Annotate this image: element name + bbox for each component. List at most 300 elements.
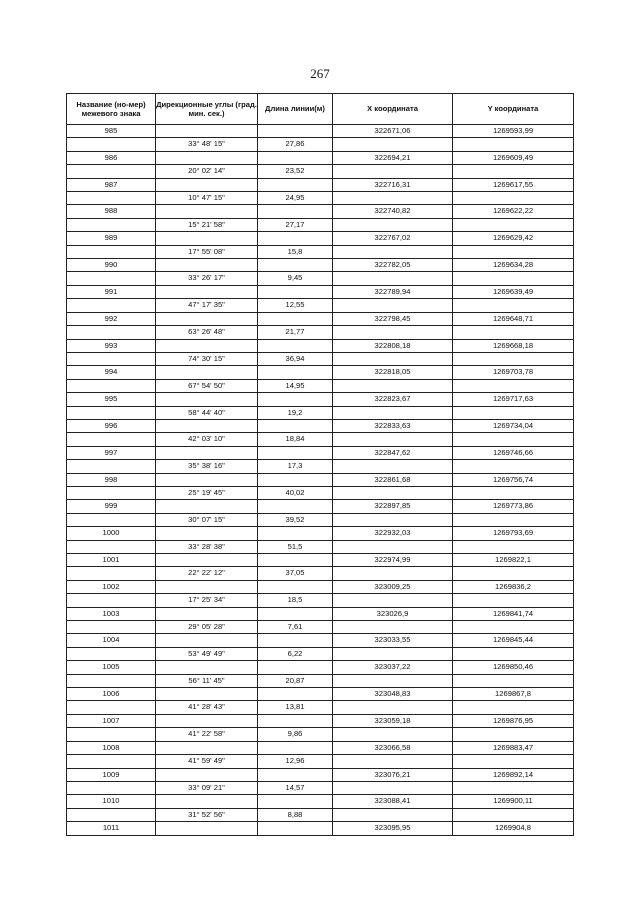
directional-angle: 22° 22' 12" — [156, 567, 258, 580]
point-name: 1001 — [67, 554, 156, 567]
empty-cell — [453, 647, 574, 660]
directional-angle: 31° 52' 56" — [156, 808, 258, 821]
line-length: 24,95 — [258, 192, 333, 205]
directional-angle: 41° 28' 43" — [156, 701, 258, 714]
point-row — [67, 473, 574, 486]
empty-cell — [156, 125, 258, 138]
line-length: 14,95 — [258, 379, 333, 392]
empty-cell — [453, 513, 574, 526]
x-coordinate: 322808,18 — [333, 339, 453, 352]
empty-cell — [156, 500, 258, 513]
y-coordinate: 1269734,04 — [453, 419, 574, 432]
line-length: 12,96 — [258, 755, 333, 768]
segment-row — [67, 218, 574, 231]
header-x-coordinate: X координата — [333, 94, 453, 125]
empty-cell — [67, 621, 156, 634]
point-row — [67, 580, 574, 593]
point-row — [67, 500, 574, 513]
empty-cell — [258, 580, 333, 593]
segment-row — [67, 406, 574, 419]
point-row — [67, 178, 574, 191]
empty-cell — [258, 419, 333, 432]
empty-cell — [453, 245, 574, 258]
point-name: 1007 — [67, 714, 156, 727]
point-name: 1011 — [67, 822, 156, 835]
point-name: 989 — [67, 232, 156, 245]
point-row — [67, 446, 574, 459]
empty-cell — [156, 393, 258, 406]
point-name: 1008 — [67, 741, 156, 754]
y-coordinate: 1269773,86 — [453, 500, 574, 513]
directional-angle: 63° 26' 48" — [156, 326, 258, 339]
y-coordinate: 1269746,66 — [453, 446, 574, 459]
header-line-length: Длина линии(м) — [258, 94, 333, 125]
y-coordinate: 1269593,99 — [453, 125, 574, 138]
directional-angle: 10° 47' 15" — [156, 192, 258, 205]
empty-cell — [258, 822, 333, 835]
directional-angle: 17° 25' 34" — [156, 594, 258, 607]
y-coordinate: 1269904,8 — [453, 822, 574, 835]
empty-cell — [156, 661, 258, 674]
line-length: 40,02 — [258, 486, 333, 499]
y-coordinate: 1269883,47 — [453, 741, 574, 754]
y-coordinate: 1269717,63 — [453, 393, 574, 406]
directional-angle: 33° 48' 15" — [156, 138, 258, 151]
empty-cell — [258, 125, 333, 138]
line-length: 23,52 — [258, 165, 333, 178]
segment-row — [67, 594, 574, 607]
empty-cell — [333, 218, 453, 231]
y-coordinate: 1269845,44 — [453, 634, 574, 647]
point-name: 990 — [67, 259, 156, 272]
empty-cell — [156, 741, 258, 754]
empty-cell — [67, 808, 156, 821]
header-directional-angle: Дирекционные углы (град. мин. сек.) — [156, 94, 258, 125]
empty-cell — [156, 822, 258, 835]
x-coordinate: 322847,62 — [333, 446, 453, 459]
point-name: 988 — [67, 205, 156, 218]
directional-angle: 30° 07' 15" — [156, 513, 258, 526]
line-length: 9,86 — [258, 728, 333, 741]
empty-cell — [156, 232, 258, 245]
point-name: 1000 — [67, 527, 156, 540]
line-length: 19,2 — [258, 406, 333, 419]
empty-cell — [453, 433, 574, 446]
empty-cell — [156, 312, 258, 325]
empty-cell — [333, 192, 453, 205]
directional-angle: 47° 17' 35" — [156, 299, 258, 312]
empty-cell — [67, 540, 156, 553]
empty-cell — [67, 352, 156, 365]
empty-cell — [258, 554, 333, 567]
empty-cell — [156, 714, 258, 727]
x-coordinate: 323037,22 — [333, 661, 453, 674]
line-length: 20,87 — [258, 674, 333, 687]
coordinates-table — [66, 93, 574, 836]
y-coordinate: 1269836,2 — [453, 580, 574, 593]
point-row — [67, 634, 574, 647]
point-name: 997 — [67, 446, 156, 459]
point-row — [67, 259, 574, 272]
segment-row — [67, 138, 574, 151]
empty-cell — [453, 594, 574, 607]
x-coordinate: 322823,67 — [333, 393, 453, 406]
point-name: 993 — [67, 339, 156, 352]
x-coordinate: 322833,63 — [333, 419, 453, 432]
x-coordinate: 322694,21 — [333, 151, 453, 164]
empty-cell — [258, 393, 333, 406]
x-coordinate: 322782,05 — [333, 259, 453, 272]
empty-cell — [333, 272, 453, 285]
point-name: 991 — [67, 285, 156, 298]
empty-cell — [156, 527, 258, 540]
x-coordinate: 322716,31 — [333, 178, 453, 191]
empty-cell — [156, 634, 258, 647]
x-coordinate: 323048,83 — [333, 688, 453, 701]
x-coordinate: 322861,68 — [333, 473, 453, 486]
y-coordinate: 1269876,95 — [453, 714, 574, 727]
point-row — [67, 688, 574, 701]
empty-cell — [258, 795, 333, 808]
empty-cell — [156, 607, 258, 620]
line-length: 17,3 — [258, 460, 333, 473]
empty-cell — [67, 567, 156, 580]
empty-cell — [258, 607, 333, 620]
empty-cell — [453, 621, 574, 634]
empty-cell — [67, 781, 156, 794]
empty-cell — [258, 259, 333, 272]
y-coordinate: 1269634,28 — [453, 259, 574, 272]
line-length: 6,22 — [258, 647, 333, 660]
empty-cell — [156, 205, 258, 218]
empty-cell — [258, 527, 333, 540]
empty-cell — [156, 688, 258, 701]
segment-row — [67, 728, 574, 741]
directional-angle: 25° 19' 45" — [156, 486, 258, 499]
segment-row — [67, 433, 574, 446]
empty-cell — [258, 205, 333, 218]
x-coordinate: 323026,9 — [333, 607, 453, 620]
y-coordinate: 1269850,46 — [453, 661, 574, 674]
directional-angle: 42° 03' 10" — [156, 433, 258, 446]
point-name: 999 — [67, 500, 156, 513]
empty-cell — [453, 218, 574, 231]
line-length: 27,86 — [258, 138, 333, 151]
empty-cell — [156, 795, 258, 808]
point-row — [67, 312, 574, 325]
empty-cell — [453, 728, 574, 741]
x-coordinate: 322740,82 — [333, 205, 453, 218]
point-row — [67, 419, 574, 432]
point-name: 992 — [67, 312, 156, 325]
line-length: 12,55 — [258, 299, 333, 312]
x-coordinate: 323076,21 — [333, 768, 453, 781]
header-point-name: Название (но-мер) межевого знака — [67, 94, 156, 125]
empty-cell — [67, 192, 156, 205]
empty-cell — [258, 661, 333, 674]
point-name: 1004 — [67, 634, 156, 647]
point-row — [67, 393, 574, 406]
point-name: 996 — [67, 419, 156, 432]
empty-cell — [258, 741, 333, 754]
empty-cell — [453, 379, 574, 392]
segment-row — [67, 460, 574, 473]
directional-angle: 15° 21' 58" — [156, 218, 258, 231]
empty-cell — [67, 594, 156, 607]
empty-cell — [258, 714, 333, 727]
segment-row — [67, 245, 574, 258]
empty-cell — [333, 406, 453, 419]
empty-cell — [156, 419, 258, 432]
directional-angle: 20° 02' 14" — [156, 165, 258, 178]
empty-cell — [453, 701, 574, 714]
point-name: 1003 — [67, 607, 156, 620]
y-coordinate: 1269639,49 — [453, 285, 574, 298]
y-coordinate: 1269756,74 — [453, 473, 574, 486]
y-coordinate: 1269668,18 — [453, 339, 574, 352]
x-coordinate: 322932,03 — [333, 527, 453, 540]
point-row — [67, 151, 574, 164]
segment-row — [67, 486, 574, 499]
empty-cell — [333, 674, 453, 687]
line-length: 39,52 — [258, 513, 333, 526]
directional-angle: 53° 49' 49" — [156, 647, 258, 660]
empty-cell — [156, 554, 258, 567]
empty-cell — [333, 808, 453, 821]
empty-cell — [333, 138, 453, 151]
empty-cell — [67, 647, 156, 660]
point-name: 1010 — [67, 795, 156, 808]
empty-cell — [67, 486, 156, 499]
point-name: 985 — [67, 125, 156, 138]
empty-cell — [333, 781, 453, 794]
empty-cell — [258, 688, 333, 701]
y-coordinate: 1269822,1 — [453, 554, 574, 567]
empty-cell — [453, 192, 574, 205]
directional-angle: 33° 26' 17" — [156, 272, 258, 285]
segment-row — [67, 674, 574, 687]
point-row — [67, 554, 574, 567]
x-coordinate: 322974,99 — [333, 554, 453, 567]
y-coordinate: 1269900,11 — [453, 795, 574, 808]
y-coordinate: 1269793,69 — [453, 527, 574, 540]
empty-cell — [156, 285, 258, 298]
segment-row — [67, 352, 574, 365]
segment-row — [67, 192, 574, 205]
empty-cell — [67, 138, 156, 151]
segment-row — [67, 299, 574, 312]
point-name: 995 — [67, 393, 156, 406]
x-coordinate: 323009,25 — [333, 580, 453, 593]
empty-cell — [453, 406, 574, 419]
segment-row — [67, 379, 574, 392]
segment-row — [67, 540, 574, 553]
empty-cell — [453, 755, 574, 768]
y-coordinate: 1269622,22 — [453, 205, 574, 218]
line-length: 21,77 — [258, 326, 333, 339]
directional-angle: 56° 11' 45" — [156, 674, 258, 687]
empty-cell — [453, 326, 574, 339]
empty-cell — [156, 259, 258, 272]
empty-cell — [258, 500, 333, 513]
directional-angle: 35° 38' 16" — [156, 460, 258, 473]
segment-row — [67, 513, 574, 526]
x-coordinate: 322767,02 — [333, 232, 453, 245]
segment-row — [67, 755, 574, 768]
empty-cell — [67, 272, 156, 285]
line-length: 8,88 — [258, 808, 333, 821]
empty-cell — [67, 299, 156, 312]
point-row — [67, 768, 574, 781]
x-coordinate: 322818,05 — [333, 366, 453, 379]
table-header-row — [67, 94, 574, 125]
empty-cell — [67, 433, 156, 446]
x-coordinate: 323033,55 — [333, 634, 453, 647]
segment-row — [67, 808, 574, 821]
empty-cell — [333, 513, 453, 526]
empty-cell — [333, 594, 453, 607]
x-coordinate: 323088,41 — [333, 795, 453, 808]
y-coordinate: 1269841,74 — [453, 607, 574, 620]
directional-angle: 41° 59' 49" — [156, 755, 258, 768]
y-coordinate: 1269892,14 — [453, 768, 574, 781]
directional-angle: 41° 22' 58" — [156, 728, 258, 741]
line-length: 14,57 — [258, 781, 333, 794]
header-y-coordinate: Y координата — [453, 94, 574, 125]
y-coordinate: 1269648,71 — [453, 312, 574, 325]
empty-cell — [156, 339, 258, 352]
directional-angle: 67° 54' 50" — [156, 379, 258, 392]
point-name: 1005 — [67, 661, 156, 674]
x-coordinate: 322897,85 — [333, 500, 453, 513]
empty-cell — [67, 245, 156, 258]
y-coordinate: 1269629,42 — [453, 232, 574, 245]
point-name: 998 — [67, 473, 156, 486]
line-length: 9,45 — [258, 272, 333, 285]
empty-cell — [258, 285, 333, 298]
point-row — [67, 607, 574, 620]
empty-cell — [333, 540, 453, 553]
directional-angle: 29° 05' 28" — [156, 621, 258, 634]
empty-cell — [453, 299, 574, 312]
point-name: 994 — [67, 366, 156, 379]
segment-row — [67, 781, 574, 794]
line-length: 36,94 — [258, 352, 333, 365]
empty-cell — [333, 486, 453, 499]
line-length: 18,84 — [258, 433, 333, 446]
empty-cell — [67, 165, 156, 178]
segment-row — [67, 567, 574, 580]
empty-cell — [156, 178, 258, 191]
empty-cell — [156, 366, 258, 379]
empty-cell — [333, 379, 453, 392]
line-length: 18,5 — [258, 594, 333, 607]
x-coordinate: 322798,45 — [333, 312, 453, 325]
point-row — [67, 661, 574, 674]
segment-row — [67, 326, 574, 339]
empty-cell — [333, 621, 453, 634]
empty-cell — [333, 326, 453, 339]
empty-cell — [258, 446, 333, 459]
point-name: 1009 — [67, 768, 156, 781]
empty-cell — [258, 339, 333, 352]
directional-angle: 74° 30' 15" — [156, 352, 258, 365]
empty-cell — [333, 352, 453, 365]
line-length: 51,5 — [258, 540, 333, 553]
page-number: 267 — [310, 66, 330, 81]
empty-cell — [67, 755, 156, 768]
empty-cell — [453, 808, 574, 821]
empty-cell — [258, 473, 333, 486]
empty-cell — [333, 433, 453, 446]
empty-cell — [333, 755, 453, 768]
point-row — [67, 366, 574, 379]
empty-cell — [258, 151, 333, 164]
empty-cell — [453, 674, 574, 687]
line-length: 15,8 — [258, 245, 333, 258]
empty-cell — [333, 728, 453, 741]
empty-cell — [333, 647, 453, 660]
segment-row — [67, 165, 574, 178]
directional-angle: 17° 55' 08" — [156, 245, 258, 258]
directional-angle: 33° 28' 38" — [156, 540, 258, 553]
empty-cell — [453, 138, 574, 151]
point-row — [67, 232, 574, 245]
directional-angle: 33° 09' 21" — [156, 781, 258, 794]
empty-cell — [333, 567, 453, 580]
point-name: 1002 — [67, 580, 156, 593]
empty-cell — [67, 326, 156, 339]
point-name: 986 — [67, 151, 156, 164]
empty-cell — [67, 674, 156, 687]
empty-cell — [453, 460, 574, 473]
empty-cell — [156, 446, 258, 459]
empty-cell — [333, 460, 453, 473]
empty-cell — [453, 272, 574, 285]
empty-cell — [67, 513, 156, 526]
x-coordinate: 323095,95 — [333, 822, 453, 835]
line-length: 13,81 — [258, 701, 333, 714]
y-coordinate: 1269609,49 — [453, 151, 574, 164]
line-length: 37,05 — [258, 567, 333, 580]
point-row — [67, 527, 574, 540]
point-name: 987 — [67, 178, 156, 191]
point-row — [67, 822, 574, 835]
empty-cell — [67, 728, 156, 741]
line-length: 27,17 — [258, 218, 333, 231]
empty-cell — [156, 151, 258, 164]
empty-cell — [333, 165, 453, 178]
x-coordinate: 323066,58 — [333, 741, 453, 754]
empty-cell — [258, 232, 333, 245]
empty-cell — [67, 406, 156, 419]
point-row — [67, 339, 574, 352]
y-coordinate: 1269867,8 — [453, 688, 574, 701]
empty-cell — [258, 634, 333, 647]
empty-cell — [453, 352, 574, 365]
empty-cell — [333, 245, 453, 258]
x-coordinate: 322789,94 — [333, 285, 453, 298]
point-row — [67, 795, 574, 808]
empty-cell — [67, 701, 156, 714]
segment-row — [67, 647, 574, 660]
empty-cell — [453, 567, 574, 580]
x-coordinate: 323059,18 — [333, 714, 453, 727]
empty-cell — [333, 701, 453, 714]
point-row — [67, 125, 574, 138]
empty-cell — [258, 366, 333, 379]
point-row — [67, 205, 574, 218]
